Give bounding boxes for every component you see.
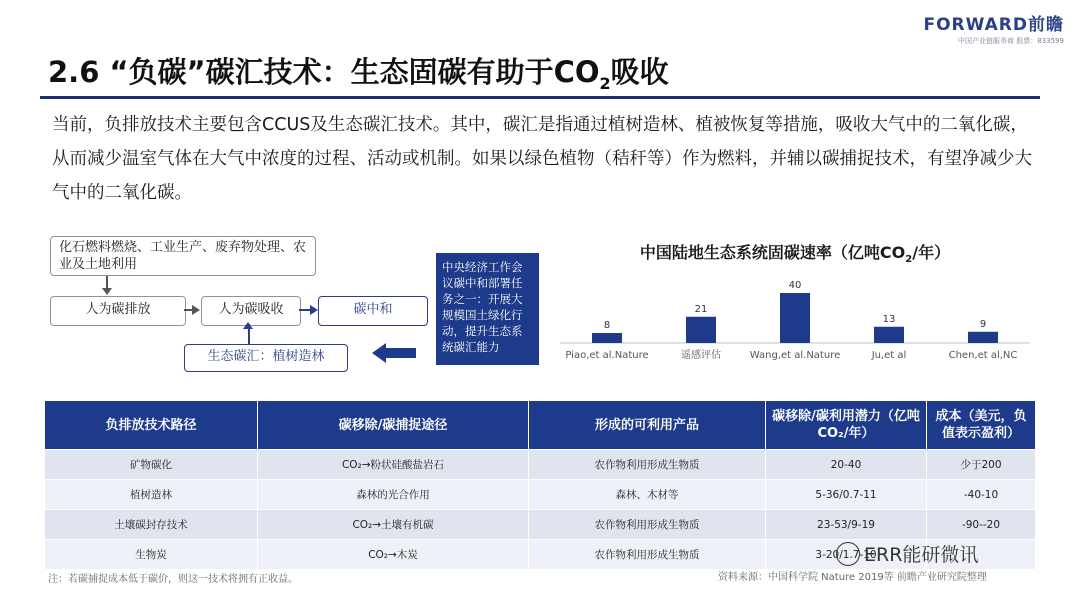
emission-sources-text: 化石燃料燃烧、工业生产、废弃物处理、农业及土地利用 xyxy=(59,240,307,272)
slide-title: 2.6 “负碳”碳汇技术：生态固碳有助于$CO_2$吸收 xyxy=(48,55,669,93)
chart-data-label: 40 xyxy=(788,280,802,291)
cell: 植树造林 xyxy=(45,480,258,510)
cell: CO₂→粉状硅酸盐岩石 xyxy=(258,450,529,480)
cell: 5-36/0.7-11 xyxy=(766,480,927,510)
chart-category-label: Ju,et al xyxy=(871,350,907,361)
policy-callout: 中央经济工作会议碳中和部署任务之一：开展大规模国土绿化行动，提升生态系统碳汇能力 xyxy=(436,253,539,365)
eco-sink-label: 生态碳汇：植树造林 xyxy=(207,349,325,364)
chart-category-label: Chen,et al,NC xyxy=(948,350,1018,361)
chart-bar xyxy=(968,332,998,343)
table-header-row xyxy=(45,401,1036,450)
table-row xyxy=(45,450,1036,480)
cell: 森林的光合作用 xyxy=(258,480,529,510)
wechat-watermark xyxy=(836,540,978,568)
carbon-rate-bar-chart xyxy=(560,270,1030,370)
eco-sink-box xyxy=(184,344,348,372)
cell: 20-40 xyxy=(766,450,927,480)
logo-tagline: 中国产业链服务商 股票：833599 xyxy=(958,37,1064,45)
cell: 3-20/1.7-10 xyxy=(766,540,927,570)
chart-title: 中国陆地生态系统固碳速率（亿吨$CO_2/$年） xyxy=(639,243,951,266)
chart-data-label: 9 xyxy=(979,318,987,330)
arrow-head-2 xyxy=(310,305,318,315)
cell: 少于200 xyxy=(927,450,1036,480)
chart-category-label: 遥感评估 xyxy=(681,350,721,361)
chart-category-label: Piao,et al.Nature xyxy=(565,350,649,361)
arrow-head-down xyxy=(102,288,112,295)
cell: -90--20 xyxy=(927,510,1036,540)
emission-label: 人为碳排放 xyxy=(85,302,151,317)
table-row xyxy=(45,510,1036,540)
chart-bar xyxy=(592,333,622,343)
cell: 生物炭 xyxy=(45,540,258,570)
arrow-head-up xyxy=(243,322,253,329)
cell: CO₂→土壤有机碳 xyxy=(258,510,529,540)
intro-paragraph: 当前，负排放技术主要包含CCUS及生态碳汇技术。其中，碳汇是指通过植树造林、植被恢复等措施，吸收大气中的二氧化碳，从而减少温室气体在大气中浓度的过程、活动或机制。如果以绿色植物（秸秆等）作为燃料，并辅以碳捕捉技术，有望净减少大气中的二氧化碳。 xyxy=(52,115,1032,203)
header-product: 形成的可利用产品 xyxy=(529,401,766,450)
cell: CO₂→木炭 xyxy=(258,540,529,570)
logo-brand: FORWARD前瞻 xyxy=(923,15,1064,35)
header-path: 负排放技术路径 xyxy=(45,401,258,450)
cell: 矿物碳化 xyxy=(45,450,258,480)
chart-bar xyxy=(686,317,716,343)
chart-data-label: 8 xyxy=(603,320,611,331)
arrow-head-1 xyxy=(192,305,200,315)
watermark-text: ERR能研微讯 xyxy=(864,544,979,566)
footnote: 注：若碳捕捉成本低于碳价，则这一技术将拥有正收益。 xyxy=(48,574,298,585)
chart-bar xyxy=(874,327,904,343)
absorption-label: 人为碳吸收 xyxy=(218,302,284,317)
chart-data-label: 13 xyxy=(882,313,896,325)
left-arrow-icon xyxy=(372,343,416,363)
cell: 农作物利用形成生物质 xyxy=(529,510,766,540)
emission-box xyxy=(50,296,186,326)
title-bar xyxy=(40,44,1040,99)
chart-category-label: Wang,et al.Nature xyxy=(749,350,841,361)
table-row xyxy=(45,480,1036,510)
header-route: 碳移除/碳捕捉途径 xyxy=(258,401,529,450)
header-potential: 碳移除/碳利用潜力（亿吨CO₂/年） xyxy=(766,401,927,450)
cell: 农作物利用形成生物质 xyxy=(529,540,766,570)
carbon-neutral-label: 碳中和 xyxy=(353,302,393,317)
cell: 森林、木材等 xyxy=(529,480,766,510)
forward-logo xyxy=(923,10,1064,46)
source-line: 资料来源：中国科学院 Nature 2019等 前瞻产业研究院整理 xyxy=(718,572,987,583)
cell: 农作物利用形成生物质 xyxy=(529,450,766,480)
emission-sources-box xyxy=(50,236,316,276)
cell: 23-53/9-19 xyxy=(766,510,927,540)
cell: -40-10 xyxy=(927,480,1036,510)
chart-bar xyxy=(780,293,810,343)
header-cost: 成本（美元，负值表示盈利） xyxy=(927,401,1036,450)
chart-data-label: 21 xyxy=(694,303,708,315)
wechat-icon xyxy=(836,542,860,566)
carbon-neutral-box xyxy=(318,296,428,326)
cell: 土壤碳封存技术 xyxy=(45,510,258,540)
